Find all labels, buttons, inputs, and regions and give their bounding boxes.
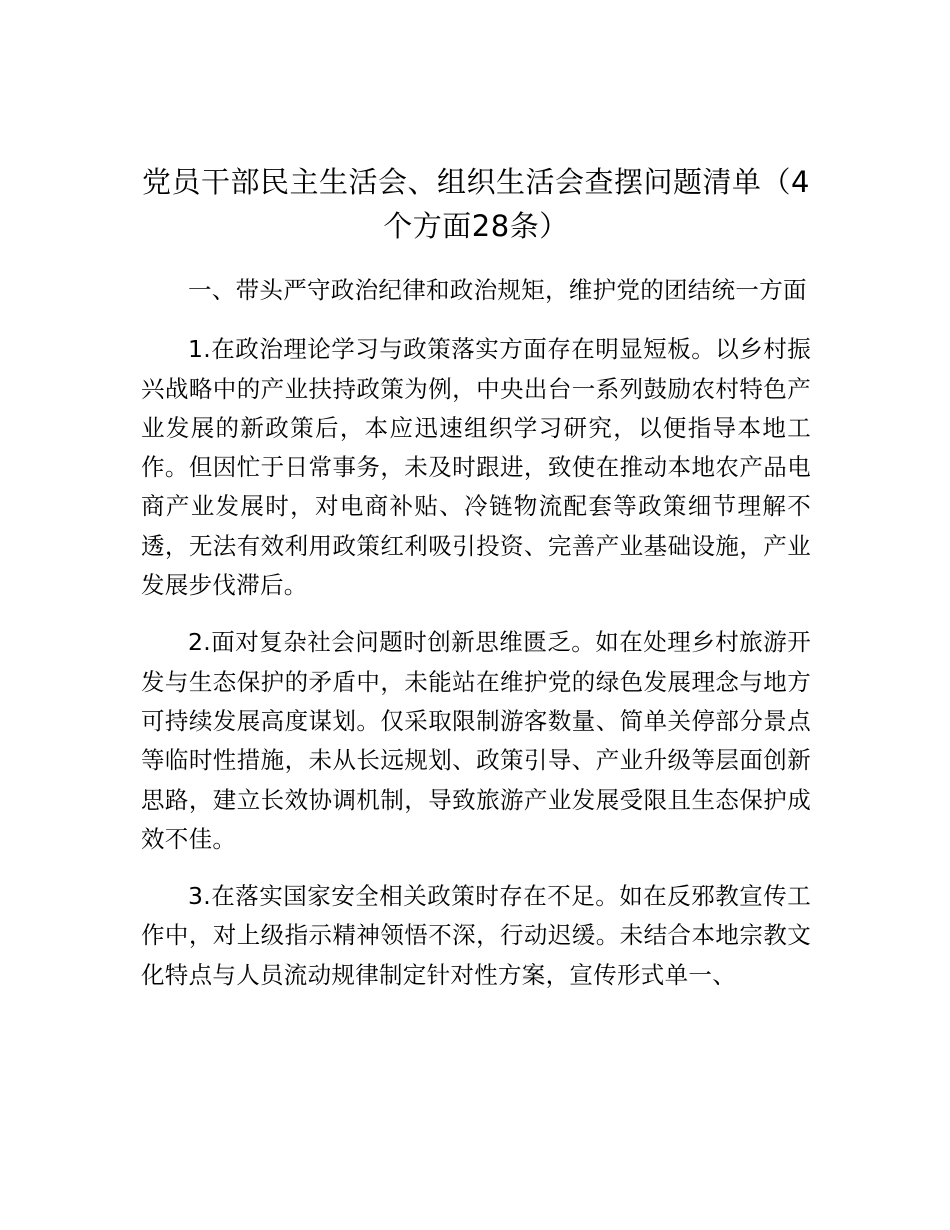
document-title: 党员干部民主生活会、组织生活会查摆问题清单（4个方面28条）: [142, 165, 810, 243]
paragraph-1: 1.在政治理论学习与政策落实方面存在明显短板。以乡村振兴战略中的产业扶持政策为例，中央出台一系列鼓励农村特色产业发展的新政策后，本应迅速组织学习研究，以便指导本地工作。但因忙于日常事务，未及时跟进，致使在推动本地农产品电商产业发展时，对电商补贴、冷链物流配套等政策细节理解不透，无法有效利用政策红利吸引投资、完善产业基础设施，产业发展步伐滞后。: [141, 335, 811, 600]
document-body: [141, 160, 811, 995]
paragraph-2: 2.面对复杂社会问题时创新思维匮乏。如在处理乡村旅游开发与生态保护的矛盾中，未能站在维护党的绿色发展理念与地方可持续发展高度谋划。仅采取限制游客数量、简单关停部分景点等临时性措施，未从长远规划、政策引导、产业升级等层面创新思路，建立长效协调机制，导致旅游产业发展受限且生态保护成效不佳。: [141, 628, 811, 853]
paragraph-3: 3.在落实国家安全相关政策时存在不足。如在反邪教宣传工作中，对上级指示精神领悟不深，行动迟缓。未结合本地宗教文化特点与人员流动规律制定针对性方案，宣传形式单一、: [141, 882, 811, 989]
section-heading: 一、带头严守政治纪律和政治规矩，维护党的团结统一方面: [188, 276, 807, 304]
